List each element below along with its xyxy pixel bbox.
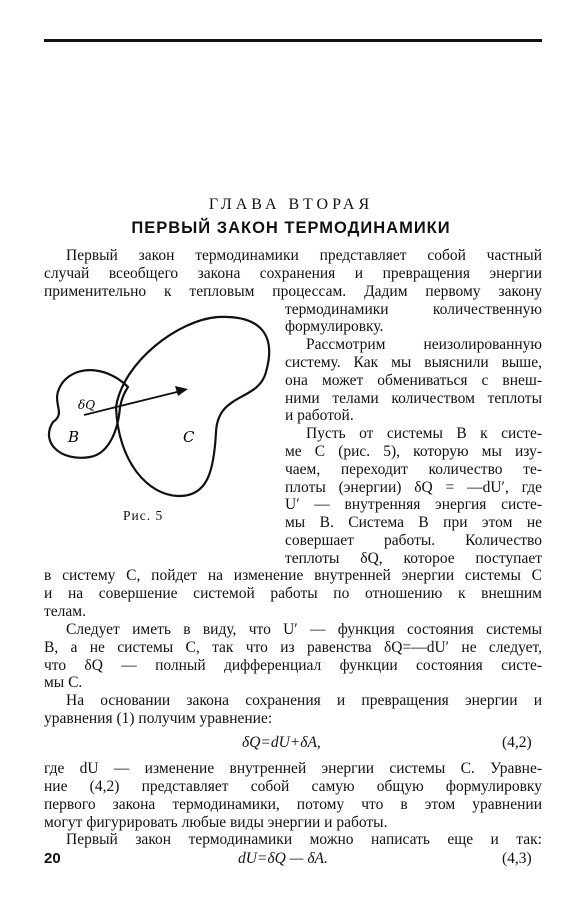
text-line: мы C. [44,674,83,691]
text-line: B, а не системы C, так что из равенства δQ=—dU′ не следует, [44,639,542,656]
text-line: ние (4,2) представляет собой самую общую формулировку [44,778,542,795]
text-line: На основании закона сохранения и превращения энергии и [66,692,542,709]
equation-4-3: dU=δQ — δA. [238,850,328,867]
text-line: ними телами количеством теплоты [285,390,542,407]
top-rule [44,39,542,42]
text-line: телам. [44,603,86,620]
text-line: Рассмотрим неизолированную [306,336,542,353]
text-line: Пусть от системы B к систе- [306,425,542,442]
text-line: и работой. [285,407,354,424]
heat-arrow-line [84,391,181,415]
figure-systems-diagram [38,312,278,504]
text-line: U′ — внутренняя энергия систе- [285,496,542,513]
chapter-title: ПЕРВЫЙ ЗАКОН ТЕРМОДИНАМИКИ [131,219,451,237]
arrowhead-icon [175,386,188,396]
text-line: ме C (рис. 5), которую мы изу- [285,443,542,460]
label-system-c: C [183,428,195,446]
equation-number: (4,2) [502,734,532,751]
text-line: Первый закон термодинамики можно написать еще и так: [66,831,542,848]
text-line: Следует иметь в виду, что U′ — функция состояния системы [66,621,542,638]
page-number: 20 [44,850,61,867]
text-line: теплоты δQ, которое поступает [285,550,542,567]
text-line: термодинамики количественную [285,301,542,318]
text-line: мы B. Система B при этом не [285,514,542,531]
figure-caption: Рис. 5 [123,508,164,523]
text-line: она может обмениваться с внеш- [285,372,542,389]
text-line: формулировку. [285,318,384,335]
text-line: в систему C, пойдет на изменение внутренней энергии системы C [44,567,542,584]
equation-4-2: δQ=dU+δA, [242,734,321,751]
label-system-b: B [68,428,80,446]
text-line: и на совершение системой работы по отношению к внешним [44,585,542,602]
text-line: чаем, переходит количество те- [285,461,542,478]
equation-number: (4,3) [502,850,532,867]
chapter-heading: ГЛАВА ВТОРАЯ [208,196,374,213]
text-line: совершает работы. Количество [285,532,542,549]
label-delta-q: δQ [78,398,96,412]
system-c-outline [116,317,269,496]
text-line: что δQ — полный дифференциал функции состояния систе- [44,657,542,674]
text-line: случай всеобщего закона сохранения и превращения энергии [44,265,542,282]
text-line: где dU — изменение внутренней энергии системы C. Уравне- [44,760,542,777]
text-line: могут фигурировать любые виды энергии и работы. [44,814,388,831]
text-line: уравнения (1) получим уравнение: [44,710,273,727]
text-line: Первый закон термодинамики представляет собой частный [66,247,542,264]
text-line: плоты (энергии) δQ = —dU′, где [285,479,542,496]
text-line: первого закона термодинамики, потому что в этом уравнении [44,796,542,813]
text-line: применительно к тепловым процессам. Дадим первому закону [44,283,542,300]
text-line: систему. Как мы выяснили выше, [285,354,542,371]
